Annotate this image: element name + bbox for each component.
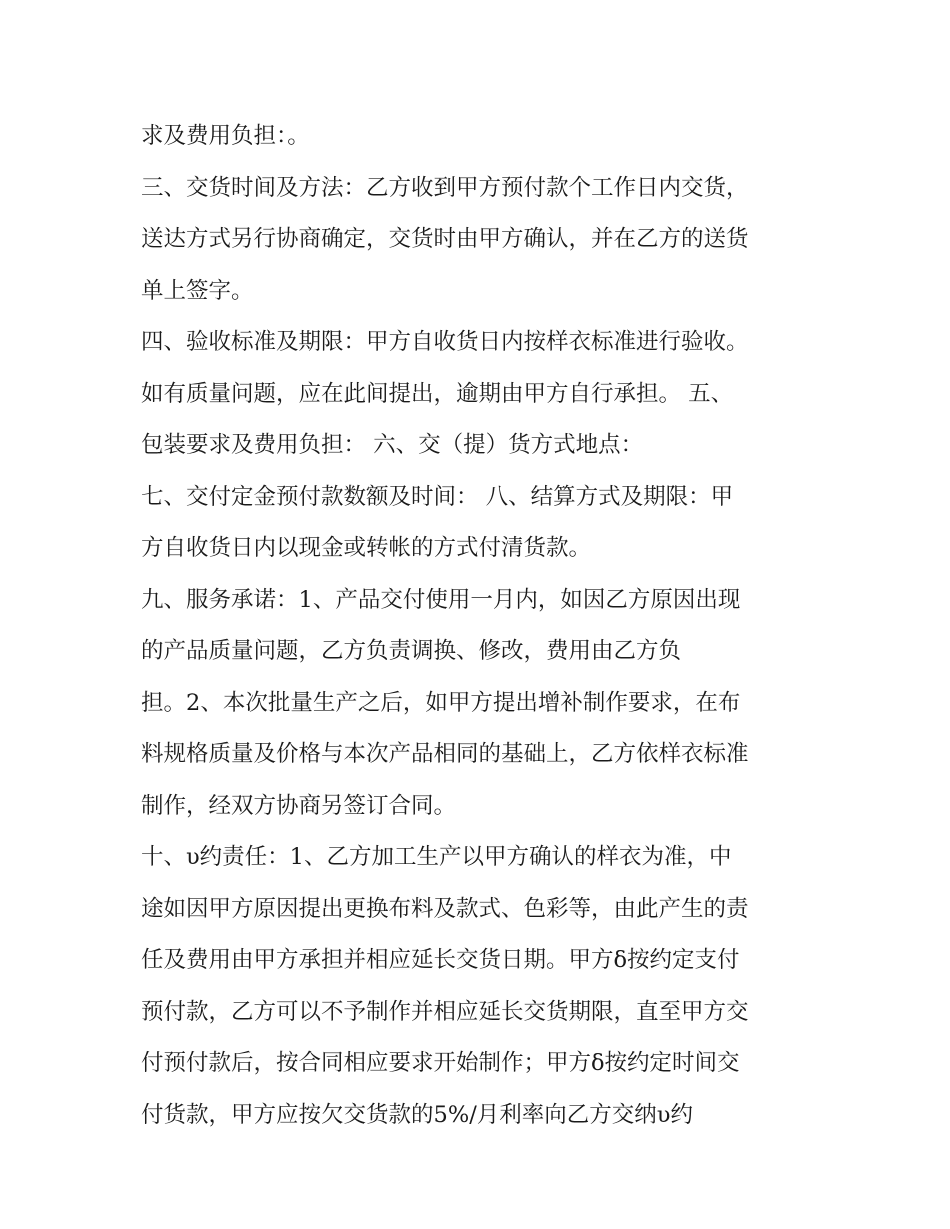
text-line-10: 九、服务承诺：1、产品交付使用一月内，如因乙方原因出现 — [141, 586, 741, 613]
text-line-16: 途如因甲方原因提出更换布料及款式、色彩等，由此产生的责 — [141, 895, 749, 922]
text-line-5: 四、验收标准及期限：甲方自收货日内按样衣标准进行验收。 — [141, 329, 749, 355]
text-line-9: 方自收货日内以现金或转帐的方式付清货款。 — [141, 535, 592, 561]
text-line-6: 如有质量问题，应在此间提出，逾期由甲方自行承担。 五、 — [141, 380, 734, 407]
text-line-14: 制作，经双方协商另签订合同。 — [141, 792, 457, 819]
text-line-12: 担。2、本次批量生产之后，如甲方提出增补制作要求，在布 — [141, 689, 741, 716]
text-line-15: 十、υ约责任：1、乙方加工生产以甲方确认的样衣为准，中 — [141, 844, 732, 870]
text-line-18: 预付款，乙方可以不予制作并相应延长交货期限，直至甲方交 — [141, 998, 749, 1025]
text-line-19: 付预付款后，按合同相应要求开始制作；甲方δ按约定时间交 — [141, 1050, 740, 1076]
text-line-13: 料规格质量及价格与本次产品相同的基础上，乙方依样衣标准 — [141, 741, 749, 767]
text-line-4: 单上签字。 — [141, 277, 254, 304]
text-line-3: 送达方式另行协商确定，交货时由甲方确认，并在乙方的送货 — [141, 226, 749, 252]
text-line-1: 求及费用负担：。 — [141, 123, 310, 149]
text-line-17: 任及费用由甲方承担并相应延长交货日期。甲方δ按约定支付 — [141, 947, 740, 973]
text-line-7: 包装要求及费用负担： 六、交（提）货方式地点： — [141, 432, 644, 458]
text-line-20: 付货款，甲方应按欠交货款的5%/月利率向乙方交纳υ约 — [141, 1101, 693, 1128]
contract-text-body — [141, 111, 821, 1141]
text-line-11: 的产品质量问题，乙方负责调换、修改，费用由乙方负 — [141, 638, 682, 664]
text-line-8: 七、交付定金预付款数额及时间： 八、结算方式及期限：甲 — [141, 483, 734, 510]
text-line-2: 三、交货时间及方法：乙方收到甲方预付款个工作日内交货， — [141, 174, 749, 201]
